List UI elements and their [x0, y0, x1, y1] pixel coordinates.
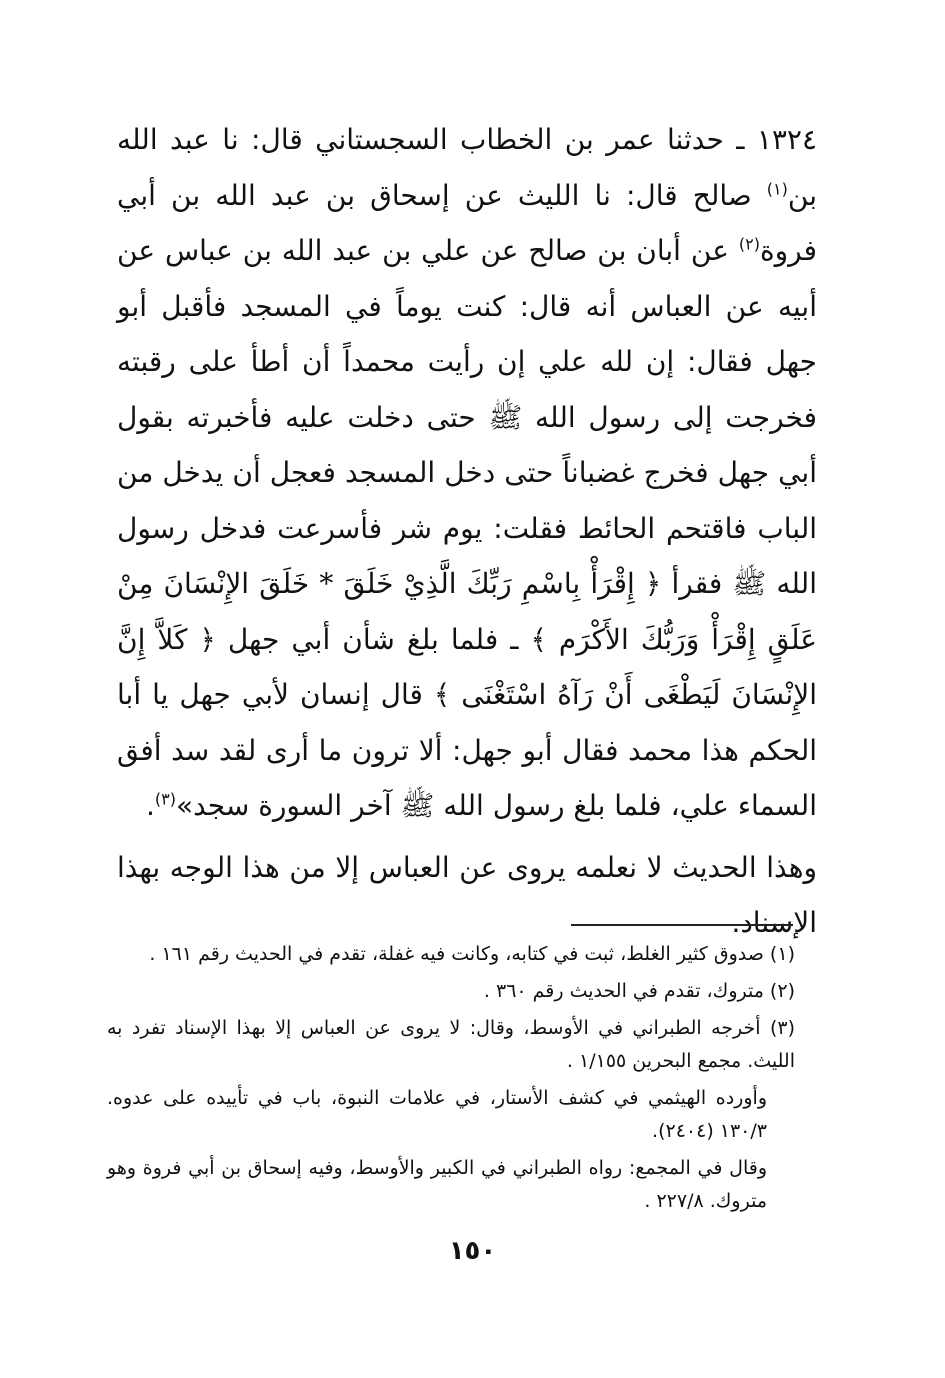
footnote-3-continuation-majma: وقال في المجمع: رواه الطبراني في الكبير والأوسط، وفيه إسحاق بن أبي فروة وهو متروك. ٢٢٧/٨ .	[107, 1157, 767, 1212]
footnote-3-continuation-kashf: وأورده الهيثمي في كشف الأستار، في علامات النبوة، باب في تأييده على عدوه. ١٣٠/٣ (٢٤٠٤).	[107, 1087, 767, 1142]
footnote-2: (٢) متروك، تقدم في الحديث رقم ٣٦٠ .	[483, 980, 795, 1002]
closing-remark: وهذا الحديث لا نعلمه يروى عن العباس إلا من هذا الوجه بهذا الإسناد.	[117, 850, 817, 939]
footnotes-section	[107, 938, 795, 1222]
hadith-text-part3: عن أبان بن صالح عن علي بن عبد الله بن عباس عن أبيه عن العباس أنه قال: كنت يوماً في المسجد فأقبل أبو جهل فقال: إن لله علي إن رأيت محمداً أن أطأ على رقبته فخرجت إلى رسول الله ﷺ حتى دخلت عليه فأخبرته بقول أبي جهل فخرج غضباناً حتى دخل المسجد فعجل أن يدخل من الباب فاقتحم الحائط فقلت: يوم شر فأسرعت فدخل رسول الله ﷺ فقرأ	[117, 234, 817, 600]
footnote-3: (٣) أخرجه الطبراني في الأوسط، وقال: لا يروى عن العباس إلا بهذا الإسناد تفرد به الليث. مجمع البحرين ١/١٥٥ .	[107, 1017, 795, 1072]
hadith-text-part5: قال إنسان لأبي جهل يا أبا الحكم هذا محمد فقال أبو جهل: ألا ترون ما أرى لقد سد أفق السماء علي، فلما بلغ رسول الله ﷺ آخر السورة سجد»	[117, 678, 817, 822]
quran-verse-alaq-6: ﴿ كَلاَّ إِنَّ الإِنْسَانَ لَيَطْغَى أَنْ رَآهُ اسْتَغْنَى ﴾	[117, 622, 817, 711]
hadith-text-part2: صالح قال: نا الليث عن إسحاق بن عبد الله بن أبي فروة	[117, 178, 817, 267]
footnote-ref-1[interactable]: (١)	[766, 179, 788, 199]
quran-verse-alaq-1: ﴿ إِقْرَأْ بِاسْمِ رَبِّكَ الَّذِيْ خَلَقَ * خَلَقَ الإِنْسَانَ مِنْ عَلَقٍ إِقْرَأْ وَرَبُّكَ الأَكْرَم ﴾	[117, 567, 817, 656]
hadith-text-part1: ـ حدثنا عمر بن الخطاب السجستاني قال: نا عبد الله بن	[117, 123, 817, 212]
footnote-divider	[571, 924, 793, 926]
hadith-end-mark: .	[145, 789, 155, 822]
footnote-ref-2[interactable]: (٢)	[738, 234, 760, 254]
main-text	[117, 112, 817, 951]
hadith-paragraph	[117, 112, 817, 834]
hadith-number: ١٣٢٤	[756, 123, 817, 156]
footnote-ref-3[interactable]: (٣)	[154, 789, 176, 809]
page-number: ١٥٠	[448, 1236, 497, 1266]
hadith-text-part4: ـ فلما بلغ شأن أبي جهل	[215, 622, 531, 656]
footnote-1: (١) صدوق كثير الغلط، ثبت في كتابه، وكانت فيه غفلة، تقدم في الحديث رقم ١٦١ .	[149, 943, 795, 965]
